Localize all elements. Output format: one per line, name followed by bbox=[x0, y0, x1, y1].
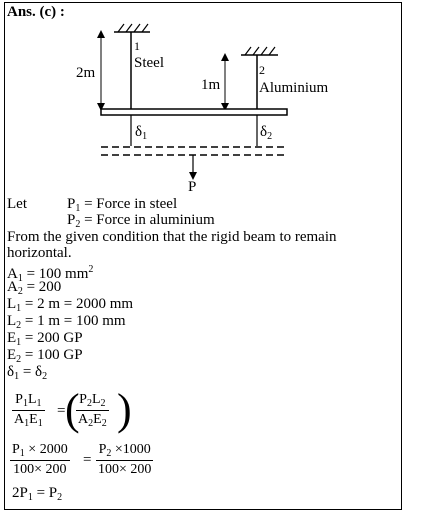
value-e1: $E_1 = 200$ GP bbox=[7, 330, 83, 348]
delta-equality: $\delta_1 = \delta_2$ bbox=[7, 364, 48, 382]
paragraph-line1: From the given condition that the rigid beam to remain bbox=[7, 229, 337, 245]
eq1-equals: = bbox=[57, 403, 66, 419]
dim-arrow-up bbox=[97, 30, 105, 38]
steel-length-label: 2m bbox=[76, 65, 96, 81]
eq2-equals: = bbox=[83, 452, 92, 468]
dim-arrow-up bbox=[221, 53, 229, 61]
eq1-left-paren: ( bbox=[65, 385, 80, 434]
delta2-label: $\delta_2$ bbox=[260, 124, 273, 142]
value-a2: $A_2 = 200$ bbox=[7, 279, 62, 297]
load-label: P bbox=[188, 179, 197, 195]
eq1-right-paren: ) bbox=[117, 385, 132, 434]
delta1-label: $\delta_1$ bbox=[135, 124, 148, 142]
paragraph-line2: horizontal. bbox=[7, 245, 72, 261]
eq2-left-fraction: $\frac{P_1 \times 2000}{100\times 200}$ bbox=[12, 442, 68, 477]
steel-number: 1 bbox=[134, 39, 140, 53]
answer-heading: Ans. (c) : bbox=[7, 4, 65, 20]
alu-number: 2 bbox=[259, 63, 265, 77]
rigid-beam bbox=[101, 109, 287, 115]
eq1-left-fraction: $\frac{P_1L_1}{A_1E_1}$ bbox=[14, 392, 43, 429]
steel-support-hatch bbox=[118, 24, 148, 32]
value-l1: $L_1 = 2$ m = 2000 mm bbox=[7, 296, 134, 314]
value-e2: $E_2 = 100$ GP bbox=[7, 347, 83, 365]
value-l2: $L_2 = 1$ m = 100 mm bbox=[7, 313, 126, 331]
value-a1: $A_1 = 100$ $mm^2$ bbox=[7, 264, 94, 284]
eq2-right-fraction: $\frac{P_2 \times 1000}{100\times 200}$ bbox=[98, 442, 152, 477]
def-p2: $P_2$ = Force in aluminium bbox=[67, 212, 215, 230]
alu-label: Aluminium bbox=[259, 80, 329, 96]
alu-length-label: 1m bbox=[201, 77, 221, 93]
steel-label: Steel bbox=[134, 55, 164, 71]
alu-support-hatch bbox=[245, 47, 275, 55]
eq1-right-fraction: $\frac{P_2L_2}{A_2E_2}$ bbox=[78, 392, 107, 429]
final-result: $2P_1 = P_2$ bbox=[12, 485, 63, 503]
let-word: Let bbox=[7, 196, 27, 212]
def-p1: $P_1$ = Force in steel bbox=[67, 196, 178, 214]
